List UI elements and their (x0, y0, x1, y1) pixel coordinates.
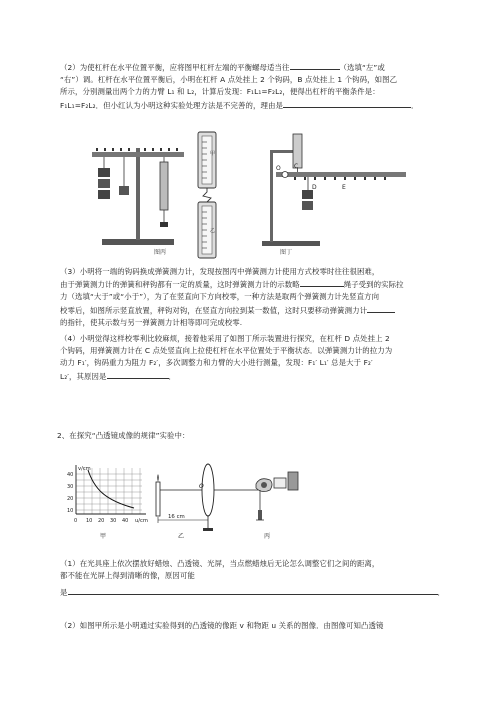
text-line: （2）如图甲所示是小明通过实验得到的凸透镜的像距 v 和物距 u 关系的图像．由图像可知凸透镜 (60, 621, 384, 630)
figure-caption-bing-lens: 丙 (264, 533, 271, 540)
apparatus-figure (256, 472, 298, 540)
y-tick-label: 40 (67, 472, 74, 478)
answer-blank[interactable] (290, 61, 340, 70)
point-label-c: C (294, 163, 299, 170)
answer-blank[interactable] (367, 304, 395, 313)
text-line: （2）为使杠杆在水平位置平衡，应将图甲杠杆左端的平衡螺母适当往 （选填“左”或 (60, 63, 385, 72)
lens-center-label: O (199, 483, 204, 490)
svg-text:乙: 乙 (210, 228, 216, 234)
candle-lens-figure (156, 464, 260, 540)
figure-caption-yi: 乙 (178, 533, 185, 540)
text-line: F₁L₁=F₂L₂．但小红认为小明这种实验处理方法是不完善的，理由是 ． (60, 100, 419, 110)
question-part-4 (60, 333, 455, 383)
text-line: 所示，分别测量出两个力的力臂 L₁ 和 L₂，计算后发现：F₁L₁=F₂L₂，便得出杠杆的平衡条件是： (60, 87, 380, 97)
point-label-o: O (276, 165, 281, 172)
question-part-3 (60, 266, 455, 329)
figure-caption-jia: 甲 (100, 533, 107, 540)
graph-y-axis-label: v/cm (78, 466, 91, 472)
text-line: “右”）调。杠杆在水平位置平衡后，小明在杠杆 A 点处挂上 2 个钩码，B 点处挂上 1 个钩码，如图乙 (60, 75, 398, 85)
text-line: 力（选填“大于”或“小于”），为了在竖直向下方向校零，一种方法是取两个弹簧测力计先竖直方向 (60, 292, 380, 302)
question-2-title: 2、在探究“凸透镜成像的规律”实验中： (57, 431, 190, 440)
point-label-e: E (342, 184, 346, 191)
answer-blank[interactable] (283, 99, 411, 108)
distance-label: 16 cm (168, 514, 185, 520)
svg-text:甲: 甲 (210, 151, 216, 157)
answer-blank[interactable] (300, 278, 344, 287)
text-line: （4）小明觉得这样校零利比较麻烦，接着他采用了如图丁所示装置进行探究，在杠杆 D 点处挂上 2 (60, 334, 390, 343)
x-tick-label: 20 (98, 518, 105, 524)
question-2-part-1 (60, 558, 455, 600)
x-tick-label: 30 (110, 518, 117, 524)
lever-ding-figure (262, 134, 406, 246)
question-2-part-2 (60, 620, 455, 632)
figure-caption-bing: 图丙 (154, 249, 167, 256)
v-u-graph-figure (67, 465, 148, 540)
text-line: 的指针，使其示数与另一弹簧测力计相等即可完成校零. (60, 317, 243, 327)
answer-blank[interactable] (107, 370, 169, 379)
text-line: 是 ． (60, 588, 445, 598)
x-tick-label: 10 (86, 518, 93, 524)
y-tick-label: 10 (67, 508, 74, 514)
text-line: 由于弹簧测力计的弹簧和秤钩都有一定的质量，这时弹簧测力计的示数略 绳子受到的实际拉 (60, 280, 404, 290)
text-line: 动力 F₁′，钩码重力为阻力 F₂′，多次调整力和力臂的大小进行测量，发现：F₁′ L₁′ 总是大于 F₂′ (60, 358, 373, 368)
lens-figures (60, 462, 380, 546)
text-line: 都不能在光屏上得到清晰的像，原因可能 (60, 571, 195, 581)
text-line: （3）小明将一端的钩码换成弹簧测力计，发现按图丙中弹簧测力计使用方式校零时往往很困难， (60, 267, 380, 276)
graph-x-axis-label: u/cm (135, 518, 148, 524)
text-line: L₂′，其原因是 ． (60, 371, 177, 381)
y-tick-label: 20 (67, 496, 74, 502)
question-part-2 (60, 61, 455, 112)
text-line: 个钩码，用弹簧测力计在 C 点处竖直向上拉使杠杆在水平位置处于平衡状态．以弹簧测力计的拉力为 (60, 346, 393, 356)
text-line: （1）在光具座上依次摆放好蜡烛、凸透镜、光屏，当点燃蜡烛后无论怎么调整它们之间的距离， (60, 559, 380, 568)
spring-scale-pair-figure (198, 132, 216, 258)
text-line: 校零后，如图所示竖直放置，秤钩对钩，在竖直方向拉到某一数值，这时只要移动弹簧测力计 (60, 304, 455, 317)
point-label-d: D (312, 184, 317, 191)
lever-bing-figure (92, 148, 184, 245)
y-tick-label: 30 (67, 484, 74, 490)
figure-caption-ding: 图丁 (280, 249, 293, 256)
answer-blank[interactable] (68, 586, 438, 595)
x-tick-label: 40 (122, 518, 129, 524)
lever-figures (80, 128, 420, 260)
x-tick-label: 0 (74, 518, 78, 524)
